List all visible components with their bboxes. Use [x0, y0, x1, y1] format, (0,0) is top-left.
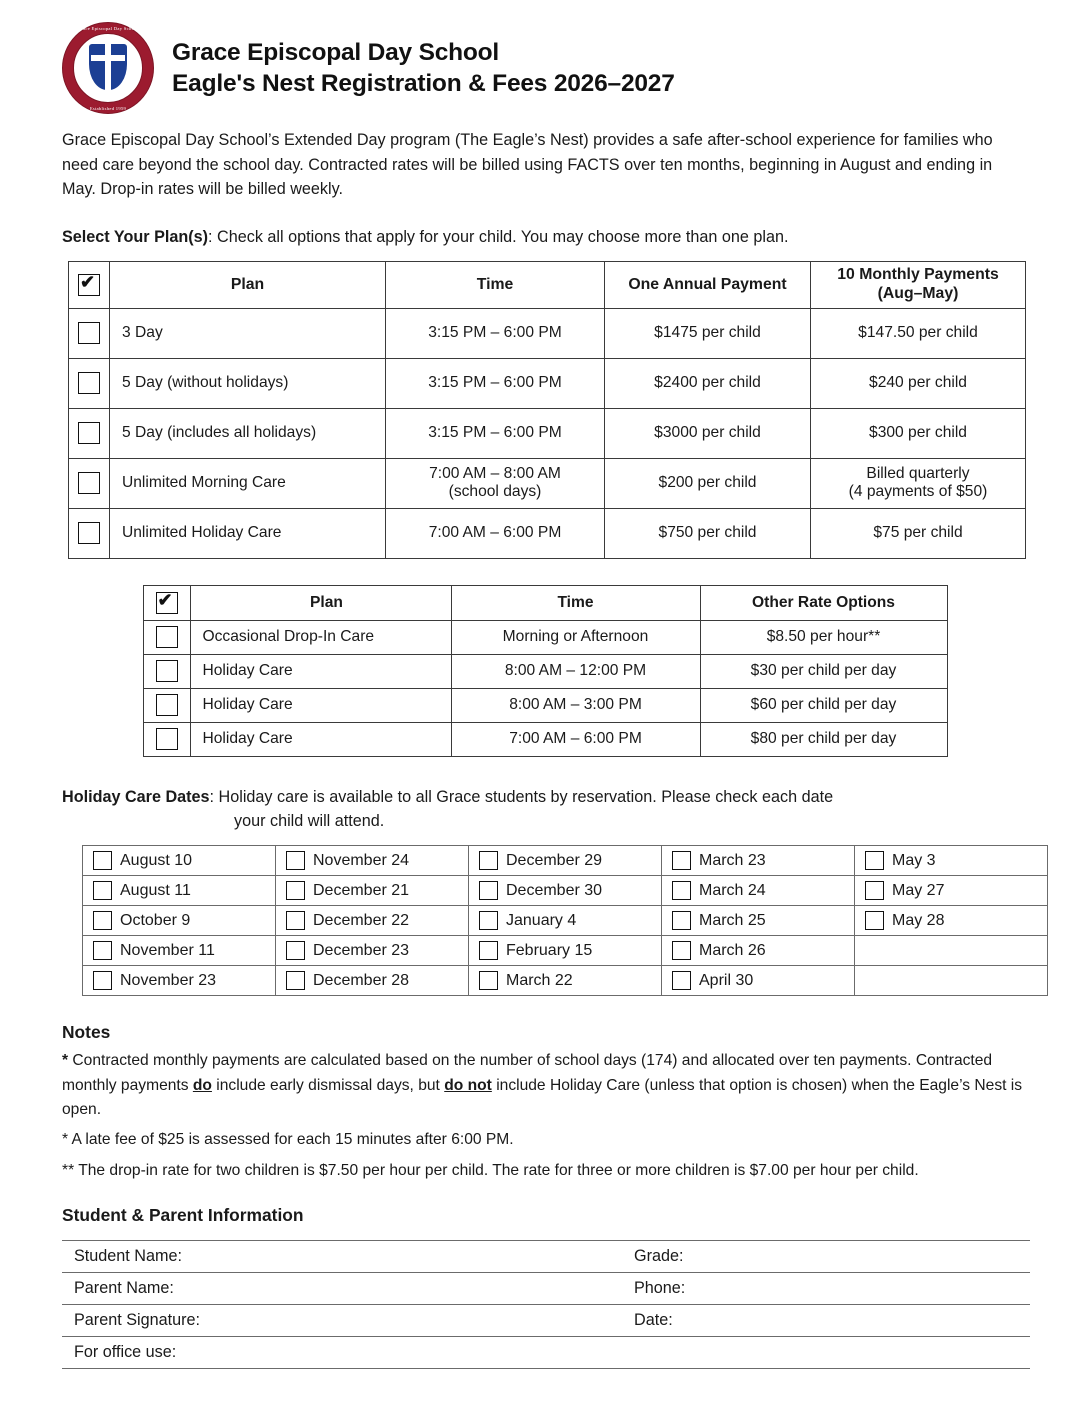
- date-cell[interactable]: [469, 966, 662, 996]
- page-title: [172, 37, 675, 100]
- note-1-star: *: [62, 1052, 69, 1070]
- date-label: December 28: [313, 971, 410, 989]
- note-2: * A late fee of $25 is assessed for each 15 minutes after 6:00 PM.: [62, 1131, 514, 1149]
- header-check: [69, 261, 110, 308]
- date-label: March 26: [699, 941, 766, 959]
- grade-field[interactable]: Grade:: [622, 1241, 1030, 1273]
- plan-checkbox-holiday-care[interactable]: [78, 522, 100, 544]
- date-label: March 24: [699, 881, 766, 899]
- date-checkbox[interactable]: [672, 851, 691, 870]
- date-label: December 21: [313, 881, 410, 899]
- date-label: November 24: [313, 851, 410, 869]
- date-label: January 4: [506, 911, 577, 929]
- office-use-blank[interactable]: [622, 1337, 1030, 1369]
- note-1-do-not: do not: [444, 1076, 492, 1094]
- header-plan: Plan: [110, 261, 386, 308]
- other-checkbox-cell[interactable]: [143, 654, 190, 688]
- plan-checkbox-cell[interactable]: [69, 458, 110, 508]
- date-cell[interactable]: [83, 966, 276, 996]
- plan-checkbox-5day-no-holidays[interactable]: [78, 372, 100, 394]
- date-cell[interactable]: [83, 906, 276, 936]
- date-cell[interactable]: [662, 936, 855, 966]
- date-field[interactable]: Date:: [622, 1305, 1030, 1337]
- note-3: ** The drop-in rate for two children is $7.50 per hour per child. The rate for three or more children is $7.00 per hour per child.: [62, 1161, 919, 1179]
- date-cell[interactable]: [855, 906, 1048, 936]
- select-plans-label: Select Your Plan(s): [62, 227, 209, 246]
- date-cell[interactable]: [276, 876, 469, 906]
- plan-time-line2: (school days): [448, 483, 542, 501]
- date-label: May 28: [892, 911, 945, 929]
- other-plan-time: 8:00 AM – 3:00 PM: [451, 688, 700, 722]
- student-parent-table: [62, 1240, 1030, 1369]
- date-label: April 30: [699, 971, 754, 989]
- other-plan-rate: $30 per child per day: [700, 654, 947, 688]
- holiday-care-dates-heading: [62, 785, 1028, 834]
- date-cell[interactable]: [662, 846, 855, 876]
- phone-field[interactable]: Phone:: [622, 1273, 1030, 1305]
- other-plan-name: Holiday Care: [190, 654, 451, 688]
- plan-monthly-line1: Billed quarterly: [866, 464, 970, 482]
- header-monthly-line2: (Aug–May): [877, 284, 959, 302]
- date-label: November 11: [120, 941, 215, 959]
- header-check: [143, 585, 190, 620]
- parent-name-field[interactable]: Parent Name:: [62, 1273, 622, 1305]
- table-row: [143, 722, 947, 756]
- date-label: March 22: [506, 971, 573, 989]
- table-row: [69, 508, 1026, 558]
- holiday-care-dates-text: : Holiday care is available to all Grace students by reservation. Please check each date: [209, 787, 834, 806]
- note-1-part-c: include Holiday Care (unless that option is chosen) when the Eagle’s Nest is open.: [62, 1076, 1023, 1119]
- table-row: [143, 620, 947, 654]
- other-checkbox-cell[interactable]: [143, 688, 190, 722]
- date-label: December 22: [313, 911, 410, 929]
- table-row: [62, 1241, 1030, 1273]
- other-checkbox-holiday-am[interactable]: [156, 660, 178, 682]
- select-plans-text: : Check all options that apply for your child. You may choose more than one plan.: [208, 227, 789, 246]
- plan-monthly: $300 per child: [811, 408, 1026, 458]
- plan-annual: $3000 per child: [605, 408, 811, 458]
- header-plan: Plan: [190, 585, 451, 620]
- header-monthly-line1: 10 Monthly Payments: [837, 266, 999, 284]
- plan-checkbox-cell[interactable]: [69, 408, 110, 458]
- plan-annual: $750 per child: [605, 508, 811, 558]
- date-checkbox[interactable]: [479, 941, 498, 960]
- other-checkbox-cell[interactable]: [143, 620, 190, 654]
- date-cell[interactable]: [855, 846, 1048, 876]
- school-crest-icon: [62, 22, 154, 114]
- select-plans-line: [62, 228, 1028, 247]
- date-cell[interactable]: [469, 906, 662, 936]
- plan-checkbox-cell[interactable]: [69, 308, 110, 358]
- header-annual: One Annual Payment: [605, 261, 811, 308]
- header-checkbox-icon: [78, 274, 100, 296]
- date-checkbox[interactable]: [93, 971, 112, 990]
- other-plan-time: 7:00 AM – 6:00 PM: [451, 722, 700, 756]
- table-row: [83, 846, 1048, 876]
- date-label: November 23: [120, 971, 217, 989]
- document-header: [62, 22, 1028, 114]
- other-checkbox-holiday-day[interactable]: [156, 694, 178, 716]
- other-plan-rate: $60 per child per day: [700, 688, 947, 722]
- plan-time: 3:15 PM – 6:00 PM: [386, 308, 605, 358]
- date-cell[interactable]: [276, 966, 469, 996]
- note-1-part-a: Contracted monthly payments are calculated based on the number of school days (174) and allocated over ten payments. Contracted monthly payments: [62, 1052, 993, 1094]
- date-checkbox[interactable]: [865, 881, 884, 900]
- plan-annual: $200 per child: [605, 458, 811, 508]
- date-cell[interactable]: [83, 936, 276, 966]
- date-checkbox[interactable]: [93, 941, 112, 960]
- plan-time: [386, 458, 605, 508]
- plan-monthly: [811, 458, 1026, 508]
- date-label: March 25: [699, 911, 766, 929]
- intro-paragraph: Grace Episcopal Day School’s Extended Day program (The Eagle’s Nest) provides a safe after-school experience for families who need care beyond the school day. Contracted rates will be billed using FACTS over ten months, beginning in August and ending in May. Drop-in rates will be billed weekly.: [62, 131, 993, 199]
- date-label: August 10: [120, 851, 193, 869]
- other-checkbox-dropin[interactable]: [156, 626, 178, 648]
- table-row: [83, 966, 1048, 996]
- plan-checkbox-cell[interactable]: [69, 508, 110, 558]
- date-checkbox[interactable]: [865, 911, 884, 930]
- date-label: December 30: [506, 881, 603, 899]
- note-1: [62, 1049, 1028, 1122]
- other-rates-wrapper: [62, 585, 1028, 757]
- table-row: [62, 1273, 1030, 1305]
- plan-name: 3 Day: [110, 308, 386, 358]
- table-row: [62, 1337, 1030, 1369]
- date-cell[interactable]: [276, 906, 469, 936]
- plan-name: 5 Day (without holidays): [110, 358, 386, 408]
- date-checkbox[interactable]: [286, 881, 305, 900]
- note-1-do: do: [192, 1076, 212, 1094]
- plan-monthly: $147.50 per child: [811, 308, 1026, 358]
- other-plan-rate: $8.50 per hour**: [700, 620, 947, 654]
- plan-annual: $1475 per child: [605, 308, 811, 358]
- other-rates-table: [143, 585, 948, 757]
- date-checkbox[interactable]: [93, 911, 112, 930]
- date-label: December 29: [506, 851, 603, 869]
- date-cell[interactable]: [662, 966, 855, 996]
- notes-heading: Notes: [62, 1022, 111, 1043]
- plan-name: 5 Day (includes all holidays): [110, 408, 386, 458]
- holiday-care-dates-label: Holiday Care Dates: [62, 787, 210, 806]
- notes-body: [62, 1049, 1028, 1183]
- date-cell[interactable]: [469, 846, 662, 876]
- title-line-2: Eagle's Nest Registration & Fees 2026–2027: [172, 70, 675, 97]
- header-monthly: [811, 261, 1026, 308]
- other-plan-name: Holiday Care: [190, 722, 451, 756]
- plan-checkbox-cell[interactable]: [69, 358, 110, 408]
- table-row: [69, 308, 1026, 358]
- date-checkbox[interactable]: [286, 911, 305, 930]
- plan-time: 7:00 AM – 6:00 PM: [386, 508, 605, 558]
- date-cell[interactable]: [855, 876, 1048, 906]
- plan-checkbox-3day[interactable]: [78, 322, 100, 344]
- note-1-part-b: include early dismissal days, but: [211, 1076, 445, 1094]
- date-checkbox[interactable]: [672, 971, 691, 990]
- date-cell[interactable]: [469, 876, 662, 906]
- table-header-row: [143, 585, 947, 620]
- parent-signature-field[interactable]: Parent Signature:: [62, 1305, 622, 1337]
- date-checkbox[interactable]: [672, 941, 691, 960]
- plan-annual: $2400 per child: [605, 358, 811, 408]
- date-checkbox[interactable]: [93, 851, 112, 870]
- plan-checkbox-morning-care[interactable]: [78, 472, 100, 494]
- student-name-field[interactable]: Student Name:: [62, 1241, 622, 1273]
- date-checkbox[interactable]: [479, 911, 498, 930]
- date-checkbox[interactable]: [93, 881, 112, 900]
- date-checkbox[interactable]: [286, 851, 305, 870]
- date-label: October 9: [120, 911, 191, 929]
- date-label: May 27: [892, 881, 945, 899]
- date-cell[interactable]: [469, 936, 662, 966]
- holiday-dates-table: [82, 845, 1048, 996]
- date-checkbox[interactable]: [865, 851, 884, 870]
- table-row: [83, 936, 1048, 966]
- table-row: [143, 688, 947, 722]
- table-row: [69, 458, 1026, 508]
- date-cell[interactable]: [276, 936, 469, 966]
- other-checkbox-holiday-full[interactable]: [156, 728, 178, 750]
- date-label: March 23: [699, 851, 766, 869]
- date-label: February 15: [506, 941, 593, 959]
- plan-monthly: $75 per child: [811, 508, 1026, 558]
- date-cell[interactable]: [662, 876, 855, 906]
- other-plan-rate: $80 per child per day: [700, 722, 947, 756]
- plan-monthly-line2: (4 payments of $50): [848, 483, 988, 501]
- plan-monthly: $240 per child: [811, 358, 1026, 408]
- table-header-row: [69, 261, 1026, 308]
- header-other-rate: Other Rate Options: [700, 585, 947, 620]
- student-parent-heading: Student & Parent Information: [62, 1205, 304, 1226]
- other-plan-name: Occasional Drop-In Care: [190, 620, 451, 654]
- date-checkbox[interactable]: [672, 881, 691, 900]
- date-cell[interactable]: [83, 846, 276, 876]
- plan-fees-table: [68, 261, 1026, 559]
- date-checkbox[interactable]: [479, 881, 498, 900]
- plan-time-line1: 7:00 AM – 8:00 AM: [429, 464, 561, 482]
- date-label: December 23: [313, 941, 410, 959]
- header-time: Time: [386, 261, 605, 308]
- title-line-1: Grace Episcopal Day School: [172, 38, 500, 66]
- plan-time: 3:15 PM – 6:00 PM: [386, 408, 605, 458]
- other-plan-time: 8:00 AM – 12:00 PM: [451, 654, 700, 688]
- date-checkbox[interactable]: [672, 911, 691, 930]
- date-cell-empty: [855, 966, 1048, 996]
- office-use-field[interactable]: For office use:: [62, 1337, 622, 1369]
- crest-top-text: Grace Episcopal Day School: [77, 25, 139, 31]
- date-cell[interactable]: [662, 906, 855, 936]
- header-time: Time: [451, 585, 700, 620]
- date-checkbox[interactable]: [479, 851, 498, 870]
- date-checkbox[interactable]: [286, 971, 305, 990]
- date-label: August 11: [120, 881, 191, 899]
- date-cell[interactable]: [83, 876, 276, 906]
- date-checkbox[interactable]: [286, 941, 305, 960]
- table-row: [83, 876, 1048, 906]
- other-plan-time: Morning or Afternoon: [451, 620, 700, 654]
- plan-name: Unlimited Holiday Care: [110, 508, 386, 558]
- header-checkbox-icon: [156, 592, 178, 614]
- date-checkbox[interactable]: [479, 971, 498, 990]
- table-row: [69, 408, 1026, 458]
- date-label: May 3: [892, 851, 936, 869]
- holiday-care-dates-text-line2: your child will attend.: [234, 812, 385, 831]
- table-row: [83, 906, 1048, 936]
- plan-checkbox-5day-all-holidays[interactable]: [78, 422, 100, 444]
- plan-time: 3:15 PM – 6:00 PM: [386, 358, 605, 408]
- other-checkbox-cell[interactable]: [143, 722, 190, 756]
- other-plan-name: Holiday Care: [190, 688, 451, 722]
- table-row: [69, 358, 1026, 408]
- table-row: [62, 1305, 1030, 1337]
- table-row: [143, 654, 947, 688]
- plan-name: Unlimited Morning Care: [110, 458, 386, 508]
- crest-bottom-text: Established 1959: [89, 105, 127, 111]
- date-cell[interactable]: [276, 846, 469, 876]
- date-cell-empty: [855, 936, 1048, 966]
